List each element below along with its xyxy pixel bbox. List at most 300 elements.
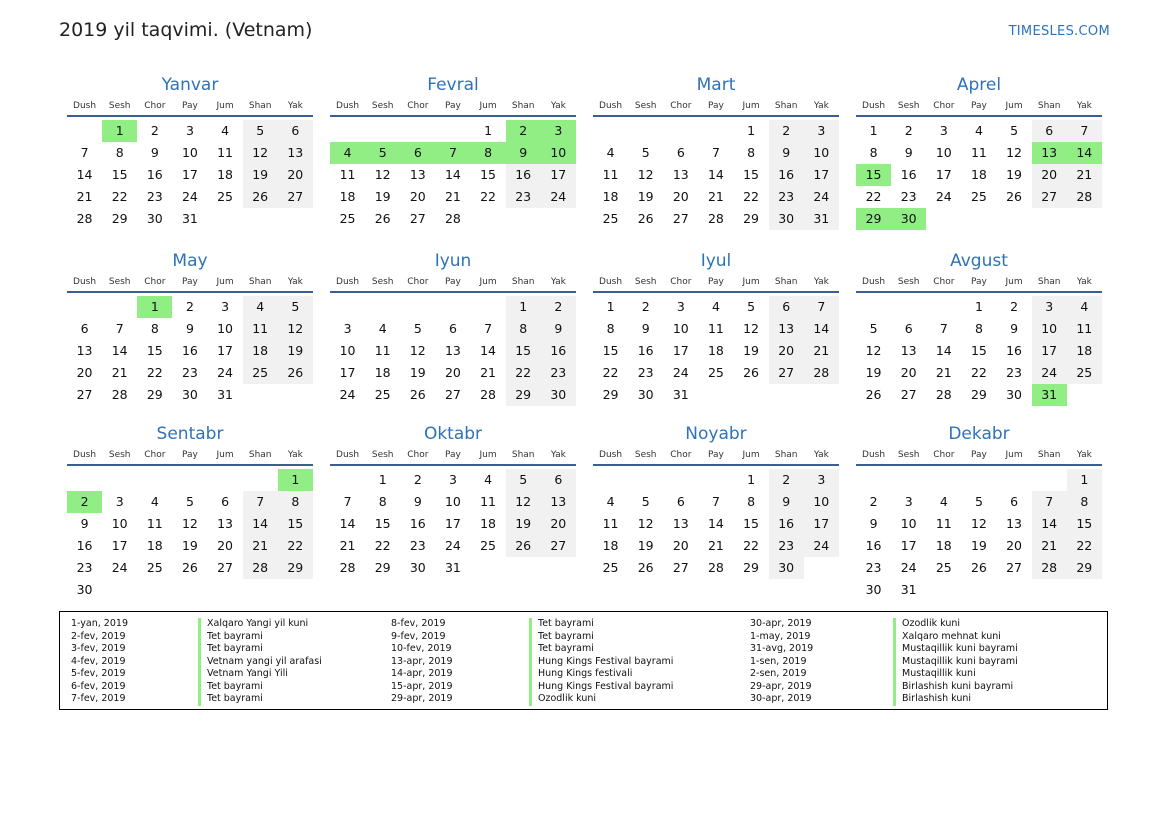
weekday-label: Pay: [445, 450, 461, 460]
day-cell: 9: [769, 142, 804, 164]
weekday-label: Pay: [708, 450, 724, 460]
holiday-date: 7-fev, 2019: [71, 693, 126, 704]
holiday-name: Ozodlik kuni: [529, 693, 596, 706]
day-cell: 31: [900, 582, 917, 597]
weekday-label: Yak: [1076, 450, 1092, 460]
weekday-label: Dush: [862, 277, 886, 287]
day-cell: 26: [637, 560, 654, 575]
day-cell: 6: [676, 145, 685, 160]
day-grid: [330, 469, 576, 579]
day-cell: 12: [181, 516, 198, 531]
day-cell: 18: [1067, 340, 1102, 362]
day-cell: 16: [506, 164, 541, 186]
day-cell: 21: [111, 365, 128, 380]
day-cell: 10: [935, 145, 952, 160]
day-cell: 19: [637, 189, 654, 204]
weekday-label: Jum: [216, 101, 234, 111]
day-cell: 24: [672, 365, 689, 380]
day-cell: 9: [185, 321, 194, 336]
empty-cell: [856, 296, 891, 318]
day-cell: 29: [146, 387, 163, 402]
day-cell: 14: [243, 513, 278, 535]
day-cell: 7: [80, 145, 89, 160]
weekday-label: Chor: [670, 101, 692, 111]
day-cell: 8: [606, 321, 615, 336]
holiday-date: 9-fev, 2019: [391, 630, 446, 642]
day-cell: 10: [217, 321, 234, 336]
weekday-label: Yak: [1076, 277, 1092, 287]
day-cell: 21: [1032, 535, 1067, 557]
day-cell: 8: [974, 321, 983, 336]
weekday-label: Pay: [182, 277, 198, 287]
day-cell: 29: [970, 387, 987, 402]
empty-cell: [67, 296, 102, 318]
day-cell: 14: [444, 167, 461, 182]
day-cell: 2: [541, 296, 576, 318]
day-cell: 14: [76, 167, 93, 182]
day-cell: 11: [602, 167, 619, 182]
day-cell: 31: [444, 560, 461, 575]
day-cell: 2: [1010, 299, 1019, 314]
day-cell: 10: [444, 494, 461, 509]
day-cell: 5: [1010, 123, 1019, 138]
day-cell: 27: [769, 362, 804, 384]
day-grid: [593, 120, 839, 230]
month-name: Iyun: [434, 251, 472, 271]
day-cell: 23: [865, 560, 882, 575]
day-cell: 25: [1067, 362, 1102, 384]
day-cell: 7: [343, 494, 352, 509]
day-cell: 29: [602, 387, 619, 402]
day-cell: 4: [974, 123, 983, 138]
day-cell: 18: [217, 167, 234, 182]
day-cell: 3: [804, 469, 839, 491]
day-cell: 6: [769, 296, 804, 318]
day-grid: [67, 120, 313, 230]
day-cell: 22: [480, 189, 497, 204]
holiday-name: Tet bayrami: [198, 631, 263, 644]
weekday-label: Pay: [971, 450, 987, 460]
day-cell: 3: [904, 494, 913, 509]
day-cell: 8: [1067, 491, 1102, 513]
day-cell: 19: [374, 189, 391, 204]
day-cell: 4: [221, 123, 230, 138]
weekday-label: Jum: [216, 450, 234, 460]
day-cell: 28: [707, 211, 724, 226]
day-cell: 8: [378, 494, 387, 509]
holiday-name: Tet bayrami: [529, 618, 594, 631]
weekday-label: Shan: [511, 101, 535, 111]
holiday-date: 10-fev, 2019: [391, 643, 452, 654]
weekday-header: [67, 97, 313, 117]
weekday-label: Shan: [248, 101, 272, 111]
weekday-label: Chor: [144, 277, 166, 287]
holiday-day: 14: [1067, 142, 1102, 164]
holiday-date: 5-fev, 2019: [71, 668, 126, 679]
empty-cell: [435, 120, 470, 142]
day-cell: 18: [339, 189, 356, 204]
day-cell: 26: [506, 535, 541, 557]
day-cell: 22: [970, 365, 987, 380]
site-link[interactable]: TIMESLES.COM: [1008, 24, 1110, 39]
weekday-label: Chor: [407, 450, 429, 460]
day-grid: [856, 469, 1102, 601]
month-oktabr: [330, 422, 576, 579]
day-cell: 18: [243, 340, 278, 362]
day-cell: 16: [76, 538, 93, 553]
weekday-label: Yak: [550, 101, 566, 111]
holiday-name: Vetnam yangi yil arafasi: [198, 656, 322, 669]
day-cell: 25: [480, 538, 497, 553]
holiday-date: 13-apr, 2019: [391, 655, 453, 667]
day-cell: 6: [541, 469, 576, 491]
day-cell: 23: [541, 362, 576, 384]
holiday-date: 15-apr, 2019: [391, 680, 453, 692]
day-cell: 22: [1067, 535, 1102, 557]
holiday-day: 31: [1032, 384, 1067, 406]
weekday-label: Shan: [248, 450, 272, 460]
empty-cell: [102, 469, 137, 491]
day-cell: 13: [409, 167, 426, 182]
month-sentabr: [67, 422, 313, 601]
day-cell: 5: [185, 494, 194, 509]
day-grid: [330, 120, 576, 230]
day-cell: 19: [1006, 167, 1023, 182]
day-cell: 20: [278, 164, 313, 186]
day-cell: 4: [606, 145, 615, 160]
day-cell: 3: [115, 494, 124, 509]
day-cell: 25: [217, 189, 234, 204]
day-cell: 3: [343, 321, 352, 336]
holiday-legend: [59, 611, 1108, 710]
empty-cell: [926, 296, 961, 318]
day-cell: 9: [769, 491, 804, 513]
day-cell: 22: [602, 365, 619, 380]
day-cell: 5: [413, 321, 422, 336]
day-cell: 23: [637, 365, 654, 380]
weekday-label: Dush: [599, 277, 623, 287]
weekday-label: Dush: [73, 101, 97, 111]
weekday-label: Yak: [287, 101, 303, 111]
day-grid: [593, 296, 839, 406]
day-cell: 30: [769, 557, 804, 579]
empty-cell: [365, 120, 400, 142]
day-cell: 29: [743, 560, 760, 575]
empty-cell: [330, 469, 365, 491]
day-cell: 26: [374, 211, 391, 226]
day-cell: 19: [970, 538, 987, 553]
day-cell: 20: [409, 189, 426, 204]
day-cell: 22: [506, 362, 541, 384]
day-cell: 15: [506, 340, 541, 362]
weekday-label: Pay: [971, 277, 987, 287]
day-cell: 19: [409, 365, 426, 380]
day-cell: 24: [111, 560, 128, 575]
month-name: May: [172, 251, 208, 271]
holiday-day: 2: [506, 120, 541, 142]
empty-cell: [663, 120, 698, 142]
day-cell: 28: [707, 560, 724, 575]
day-cell: 9: [413, 494, 422, 509]
day-cell: 27: [1006, 560, 1023, 575]
day-cell: 11: [146, 516, 163, 531]
weekday-label: Dush: [862, 101, 886, 111]
empty-cell: [997, 469, 1032, 491]
day-cell: 19: [865, 365, 882, 380]
day-cell: 26: [181, 560, 198, 575]
holiday-name: Tet bayrami: [198, 643, 263, 656]
day-cell: 16: [769, 164, 804, 186]
holiday-name: Mustaqillik kuni: [893, 668, 976, 681]
day-cell: 4: [378, 321, 387, 336]
weekday-label: Yak: [813, 277, 829, 287]
day-cell: 26: [243, 186, 278, 208]
holiday-name: Tet bayrami: [529, 631, 594, 644]
day-cell: 10: [900, 516, 917, 531]
holiday-date: 30-apr, 2019: [750, 693, 812, 704]
month-name: Mart: [696, 75, 736, 95]
empty-cell: [67, 120, 102, 142]
day-cell: 16: [1006, 343, 1023, 358]
day-cell: 5: [641, 145, 650, 160]
weekday-header: [67, 446, 313, 466]
day-cell: 14: [339, 516, 356, 531]
day-cell: 25: [374, 387, 391, 402]
day-cell: 26: [970, 560, 987, 575]
empty-cell: [435, 296, 470, 318]
day-cell: 12: [1006, 145, 1023, 160]
day-cell: 8: [150, 321, 159, 336]
day-cell: 17: [217, 343, 234, 358]
day-cell: 13: [541, 491, 576, 513]
holiday-day: 6: [400, 142, 435, 164]
holiday-date: 1-yan, 2019: [71, 618, 128, 629]
day-cell: 28: [444, 211, 461, 226]
day-cell: 7: [1032, 491, 1067, 513]
weekday-header: [856, 446, 1102, 466]
month-name: Iyul: [700, 251, 732, 271]
day-cell: 21: [707, 189, 724, 204]
day-cell: 28: [935, 387, 952, 402]
day-cell: 21: [707, 538, 724, 553]
day-cell: 15: [480, 167, 497, 182]
day-cell: 25: [970, 189, 987, 204]
empty-cell: [663, 469, 698, 491]
day-cell: 7: [115, 321, 124, 336]
weekday-label: Pay: [182, 450, 198, 460]
holiday-name: Hung Kings festivali: [529, 668, 632, 681]
empty-cell: [593, 469, 628, 491]
day-grid: [67, 296, 313, 406]
day-cell: 4: [243, 296, 278, 318]
day-cell: 21: [1067, 164, 1102, 186]
day-cell: 20: [900, 365, 917, 380]
day-cell: 6: [448, 321, 457, 336]
weekday-label: Chor: [933, 101, 955, 111]
day-cell: 18: [480, 516, 497, 531]
empty-cell: [243, 469, 278, 491]
holiday-day: 1: [278, 469, 313, 491]
day-cell: 21: [480, 365, 497, 380]
weekday-label: Jum: [479, 450, 497, 460]
day-cell: 17: [181, 167, 198, 182]
holiday-day: 2: [67, 491, 102, 513]
day-cell: 30: [637, 387, 654, 402]
day-cell: 27: [672, 560, 689, 575]
day-cell: 2: [869, 494, 878, 509]
day-cell: 24: [217, 365, 234, 380]
weekday-label: Pay: [708, 101, 724, 111]
holiday-name: Mustaqillik kuni bayrami: [893, 643, 1018, 656]
day-cell: 19: [743, 343, 760, 358]
weekday-label: Jum: [1005, 450, 1023, 460]
day-cell: 6: [676, 494, 685, 509]
day-cell: 29: [743, 211, 760, 226]
day-cell: 23: [146, 189, 163, 204]
month-yanvar: [67, 73, 313, 230]
holiday-day: 1: [102, 120, 137, 142]
month-fevral: [330, 73, 576, 230]
day-cell: 7: [939, 321, 948, 336]
day-cell: 1: [747, 472, 756, 487]
day-cell: 27: [217, 560, 234, 575]
day-grid: [856, 120, 1102, 230]
weekday-label: Jum: [479, 277, 497, 287]
empty-cell: [628, 120, 663, 142]
day-cell: 17: [935, 167, 952, 182]
day-cell: 1: [506, 296, 541, 318]
weekday-label: Sesh: [634, 101, 657, 111]
day-cell: 11: [970, 145, 987, 160]
day-cell: 3: [676, 299, 685, 314]
day-cell: 26: [743, 365, 760, 380]
month-aprel: [856, 73, 1102, 230]
day-cell: 31: [672, 387, 689, 402]
day-cell: 14: [111, 343, 128, 358]
weekday-header: [330, 97, 576, 117]
day-cell: 23: [769, 186, 804, 208]
day-cell: 24: [339, 387, 356, 402]
weekday-label: Yak: [287, 450, 303, 460]
day-cell: 28: [111, 387, 128, 402]
weekday-label: Dush: [336, 277, 360, 287]
day-cell: 5: [506, 469, 541, 491]
day-cell: 14: [707, 167, 724, 182]
day-cell: 16: [769, 513, 804, 535]
day-cell: 25: [707, 365, 724, 380]
day-cell: 7: [711, 145, 720, 160]
day-cell: 5: [747, 299, 756, 314]
day-cell: 21: [76, 189, 93, 204]
day-cell: 2: [641, 299, 650, 314]
empty-cell: [628, 469, 663, 491]
day-cell: 27: [541, 535, 576, 557]
day-cell: 16: [409, 516, 426, 531]
weekday-header: [593, 446, 839, 466]
holiday-day: 29: [856, 208, 891, 230]
day-cell: 11: [374, 343, 391, 358]
holiday-name: Hung Kings Festival bayrami: [529, 681, 673, 694]
day-cell: 30: [409, 560, 426, 575]
day-cell: 14: [707, 516, 724, 531]
day-cell: 7: [711, 494, 720, 509]
weekday-label: Shan: [511, 450, 535, 460]
day-cell: 2: [150, 123, 159, 138]
day-cell: 12: [374, 167, 391, 182]
day-cell: 30: [865, 582, 882, 597]
empty-cell: [891, 469, 926, 491]
day-cell: 19: [243, 164, 278, 186]
day-cell: 29: [1067, 557, 1102, 579]
weekday-label: Sesh: [634, 450, 657, 460]
holiday-date: 2-fev, 2019: [71, 630, 126, 642]
weekday-label: Dush: [336, 101, 360, 111]
day-cell: 5: [243, 120, 278, 142]
day-cell: 13: [76, 343, 93, 358]
page-title: 2019 yil taqvimi. (Vetnam): [59, 19, 313, 41]
day-cell: 4: [606, 494, 615, 509]
day-cell: 23: [409, 538, 426, 553]
day-cell: 10: [1032, 318, 1067, 340]
day-cell: 21: [935, 365, 952, 380]
day-cell: 6: [278, 120, 313, 142]
day-cell: 3: [221, 299, 230, 314]
day-cell: 19: [278, 340, 313, 362]
weekday-label: Sesh: [897, 101, 920, 111]
day-cell: 12: [409, 343, 426, 358]
day-cell: 27: [278, 186, 313, 208]
holiday-name: Tet bayrami: [198, 681, 263, 694]
day-cell: 12: [970, 516, 987, 531]
holiday-date: 1-sen, 2019: [750, 655, 807, 667]
month-name: Aprel: [956, 75, 1002, 95]
day-cell: 15: [1067, 513, 1102, 535]
day-cell: 19: [637, 538, 654, 553]
empty-cell: [471, 296, 506, 318]
day-cell: 18: [970, 167, 987, 182]
day-cell: 26: [865, 387, 882, 402]
day-cell: 29: [374, 560, 391, 575]
weekday-label: Sesh: [108, 101, 131, 111]
weekday-label: Pay: [971, 101, 987, 111]
day-cell: 23: [900, 189, 917, 204]
day-cell: 7: [484, 321, 493, 336]
weekday-label: Dush: [599, 101, 623, 111]
holiday-date: 8-fev, 2019: [391, 618, 446, 629]
weekday-header: [856, 273, 1102, 293]
day-cell: 11: [217, 145, 234, 160]
weekday-label: Shan: [248, 277, 272, 287]
day-cell: 9: [541, 318, 576, 340]
day-cell: 18: [935, 538, 952, 553]
day-cell: 30: [181, 387, 198, 402]
day-cell: 27: [1032, 186, 1067, 208]
day-cell: 20: [444, 365, 461, 380]
day-cell: 2: [769, 469, 804, 491]
day-cell: 24: [804, 186, 839, 208]
weekday-label: Sesh: [108, 450, 131, 460]
day-cell: 9: [150, 145, 159, 160]
weekday-label: Shan: [1037, 277, 1061, 287]
day-cell: 9: [869, 516, 878, 531]
day-grid: [67, 469, 313, 601]
day-cell: 30: [541, 384, 576, 406]
day-cell: 16: [865, 538, 882, 553]
day-cell: 22: [146, 365, 163, 380]
day-cell: 24: [804, 535, 839, 557]
empty-cell: [856, 469, 891, 491]
day-cell: 15: [374, 516, 391, 531]
